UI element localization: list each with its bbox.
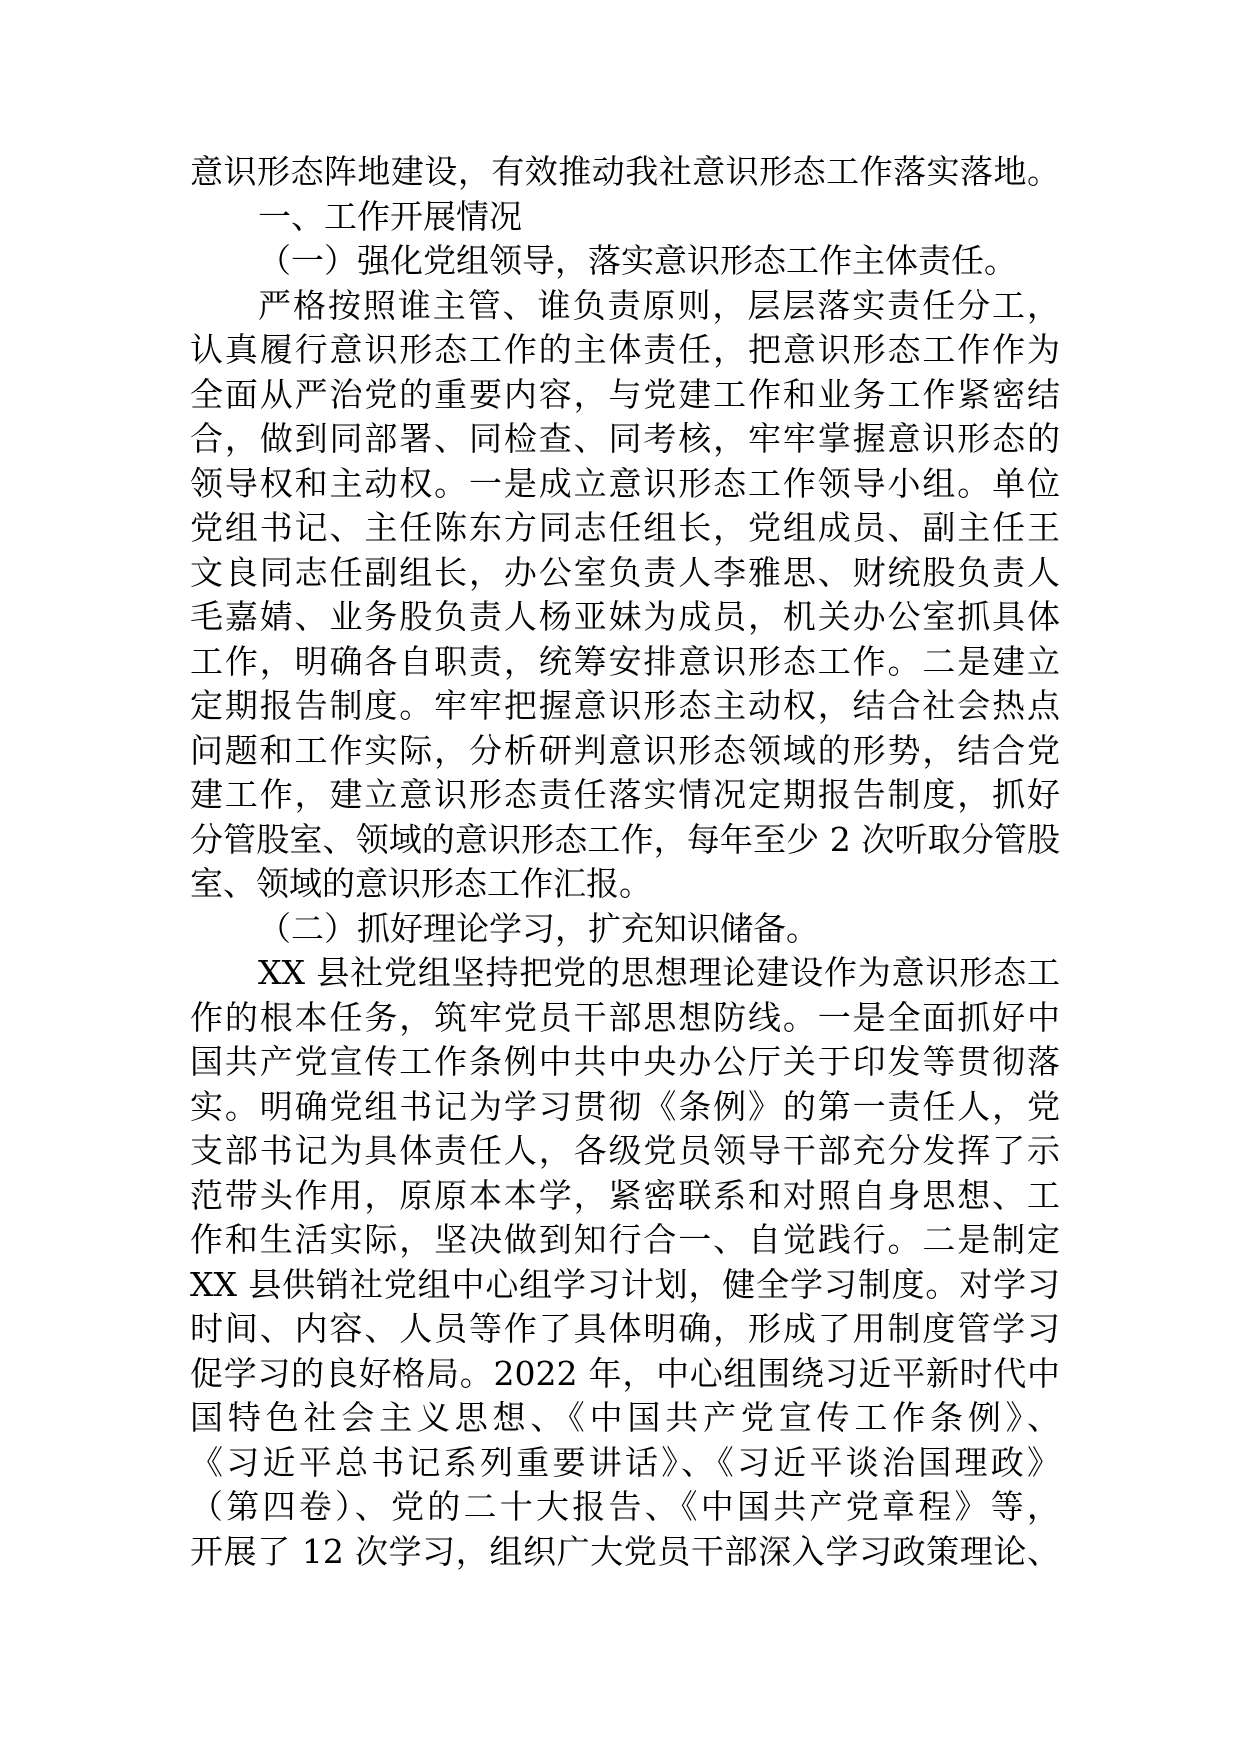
text-line: （二）抓好理论学习，扩充知识储备。 <box>258 908 819 948</box>
text-line: XX 县社党组坚持把党的思想理论建设作为意识形态工 <box>258 953 1060 992</box>
text-line: 全面从严治党的重要内容，与党建工作和业务工作紧密结 <box>190 374 1060 414</box>
text-line: 实。明确党组书记为学习贯彻《条例》的第一责任人，党 <box>190 1086 1060 1126</box>
text-line: 合，做到同部署、同检查、同考核，牢牢掌握意识形态的 <box>190 419 1060 458</box>
text-line: 作的根本任务，筑牢党员干部思想防线。一是全面抓好中 <box>190 997 1060 1037</box>
text-line: 定期报告制度。牢牢把握意识形态主动权，结合社会热点 <box>190 686 1060 725</box>
text-line: 国特色社会主义思想、《中国共产党宣传工作条例》、 <box>190 1398 1060 1437</box>
text-line: 领导权和主动权。一是成立意识形态工作领导小组。单位 <box>190 463 1060 503</box>
text-line: （一）强化党组领导，落实意识形态工作主体责任。 <box>258 241 1017 280</box>
document-body <box>190 150 1060 1574</box>
text-line: 《习近平总书记系列重要讲话》、《习近平谈治国理政》 <box>190 1442 1060 1482</box>
text-line: 时间、内容、人员等作了具体明确，形成了用制度管学习 <box>190 1309 1060 1348</box>
text-line: 范带头作用，原原本本学，紧密联系和对照自身思想、工 <box>190 1175 1060 1215</box>
text-line: 建工作，建立意识形态责任落实情况定期报告制度，抓好 <box>190 775 1060 814</box>
text-line: 国共产党宣传工作条例中共中央办公厅关于印发等贯彻落 <box>190 1042 1060 1081</box>
text-line: 文良同志任副组长，办公室负责人李雅思、财统股负责人 <box>190 552 1060 592</box>
text-line: 严格按照谁主管、谁负责原则，层层落实责任分工， <box>258 285 1060 325</box>
text-line: 作和生活实际，坚决做到知行合一、自觉践行。二是制定 <box>190 1220 1060 1259</box>
text-line: 分管股室、领域的意识形态工作，每年至少 2 次听取分管股 <box>190 819 1060 859</box>
text-line: （第四卷）、党的二十大报告、《中国共产党章程》等， <box>190 1487 1060 1526</box>
text-line: 工作，明确各自职责，统筹安排意识形态工作。二是建立 <box>190 641 1060 681</box>
text-line: 意识形态阵地建设，有效推动我社意识形态工作落实落地。 <box>190 152 1060 191</box>
text-line: XX 县供销社党组中心组学习计划，健全学习制度。对学习 <box>190 1264 1060 1304</box>
text-line: 毛嘉婧、业务股负责人杨亚妹为成员，机关办公室抓具体 <box>190 597 1060 636</box>
text-line: 党组书记、主任陈东方同志任组长，党组成员、副主任王 <box>190 508 1060 547</box>
text-line: 室、领域的意识形态工作汇报。 <box>190 864 652 903</box>
text-line: 开展了 12 次学习，组织广大党员干部深入学习政策理论、 <box>190 1531 1060 1571</box>
text-line: 一、工作开展情况 <box>258 196 522 236</box>
text-line: 促学习的良好格局。2022 年，中心组围绕习近平新时代中 <box>190 1353 1060 1393</box>
text-line: 认真履行意识形态工作的主体责任，把意识形态工作作为 <box>190 330 1060 369</box>
text-line: 支部书记为具体责任人，各级党员领导干部充分发挥了示 <box>190 1131 1060 1170</box>
text-line: 问题和工作实际，分析研判意识形态领域的形势，结合党 <box>190 730 1060 770</box>
